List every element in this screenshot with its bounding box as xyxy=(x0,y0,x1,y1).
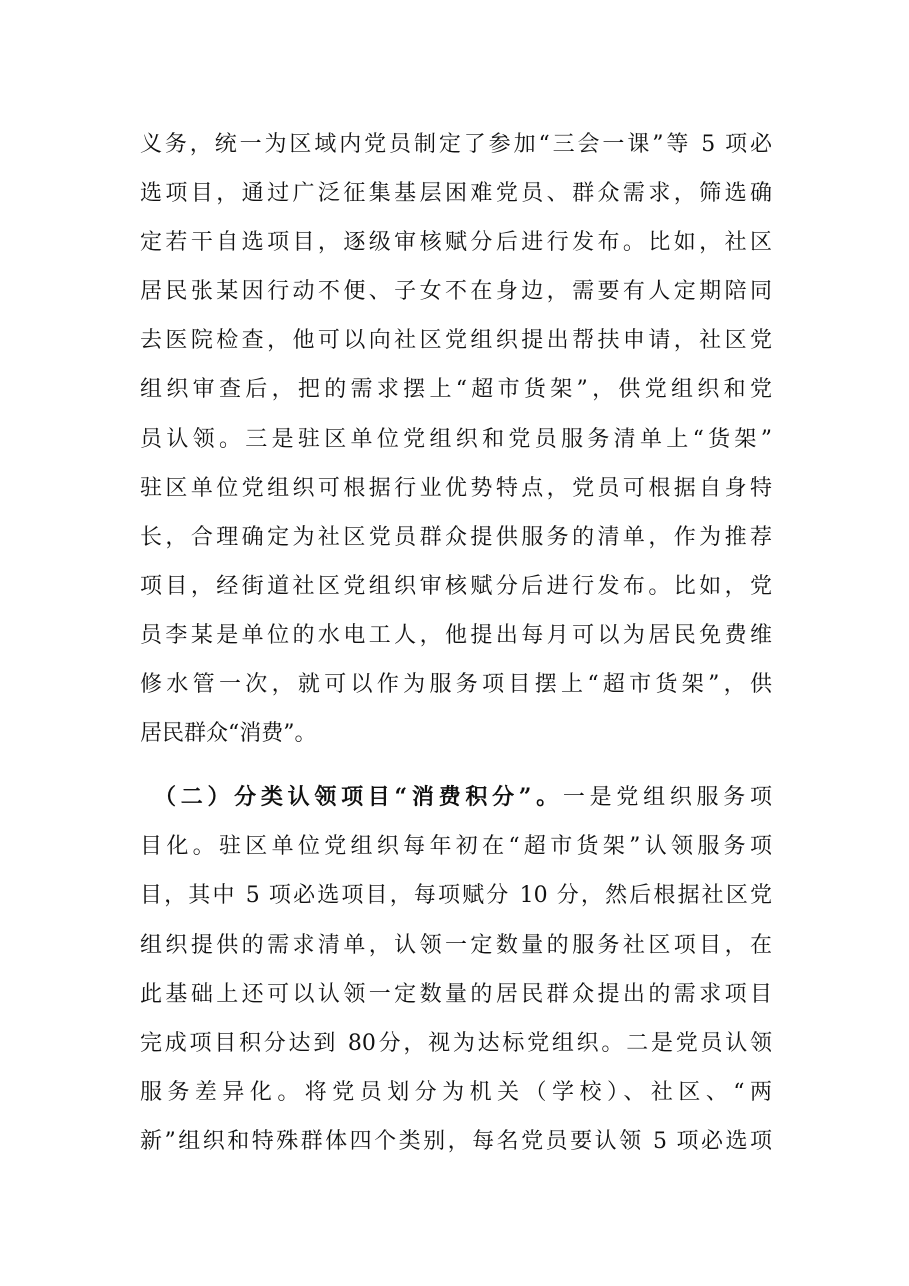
text-line: 居民张某因行动不便、子女不在身边，需要有人定期陪同 xyxy=(140,279,772,305)
text-line: 修水管一次，就可以作为服务项目摆上“超市货架”，供 xyxy=(140,672,772,698)
document-body xyxy=(140,120,772,1166)
text-line: 义务，统一为区域内党员制定了参加“三会一课”等 5 项必 xyxy=(140,132,772,157)
text-line: 组织审查后，把的需求摆上“超市货架”，供党组织和党 xyxy=(140,377,772,403)
paragraph-2 xyxy=(140,773,772,1166)
text-run: 一是党组织服务项 xyxy=(562,785,772,811)
text-line: 员认领。三是驻区单位党组织和党员服务清单上“货架” xyxy=(140,426,772,452)
paragraph-2-first-line xyxy=(140,773,772,822)
paragraph-gap xyxy=(140,758,772,773)
text-line: 目化。驻区单位党组织每年初在“超市货架”认领服务项 xyxy=(140,834,772,860)
section-heading: （二）分类认领项目“消费积分”。 xyxy=(154,784,563,811)
text-line: 员李某是单位的水电工人，他提出每月可以为居民免费维 xyxy=(140,622,772,648)
text-line: 居民群众“消费”。 xyxy=(140,721,317,747)
text-line: 服务差异化。将党员划分为机关（学校）、社区、“两 xyxy=(140,1079,772,1105)
text-line: 目，其中 5 项必选项目，每项赋分 10 分，然后根据社区党 xyxy=(140,883,772,909)
text-line: 此基础上还可以认领一定数量的居民群众提出的需求项目 xyxy=(140,981,772,1007)
text-line: 新”组织和特殊群体四个类别，每名党员要认领 5 项必选项 xyxy=(140,1128,772,1154)
text-line: 去医院检查，他可以向社区党组织提出帮扶申请，社区党 xyxy=(140,328,772,354)
text-line: 组织提供的需求清单，认领一定数量的服务社区项目，在 xyxy=(140,932,772,958)
text-line: 完成项目积分达到 80分，视为达标党组织。二是党员认领 xyxy=(140,1030,772,1056)
text-line: 选项目，通过广泛征集基层困难党员、群众需求，筛选确 xyxy=(140,181,772,207)
paragraph-1 xyxy=(140,120,772,758)
text-line: 项目，经街道社区党组织审核赋分后进行发布。比如，党 xyxy=(140,573,772,599)
text-line: 驻区单位党组织可根据行业优势特点，党员可根据自身特 xyxy=(140,475,772,501)
text-line: 长，合理确定为社区党员群众提供服务的清单，作为推荐 xyxy=(140,524,772,550)
text-line: 定若干自选项目，逐级审核赋分后进行发布。比如，社区 xyxy=(140,230,772,256)
